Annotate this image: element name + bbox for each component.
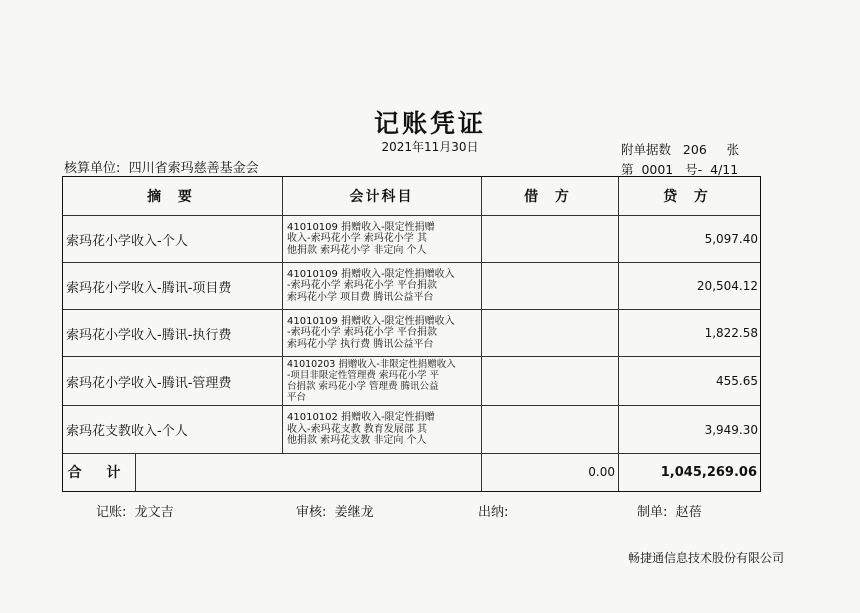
account-line: 41010102 捐赠收入-限定性捐赠 — [287, 412, 435, 424]
row-summary: 索玛花支教收入-个人 — [66, 424, 188, 439]
bookkeeper-signature: 记账: 龙文吉 — [96, 505, 174, 520]
row-credit: 5,097.40 — [704, 232, 758, 246]
voucher-table — [62, 176, 761, 492]
row-account — [285, 406, 480, 453]
account-line: 41010109 捐赠收入-限定性捐赠收入 — [287, 268, 455, 280]
account-line: 他捐款 索玛花支教 非定向 个人 — [287, 435, 427, 447]
row-summary: 索玛花小学收入-腾讯-管理费 — [66, 375, 232, 391]
account-line: 索玛花小学 执行费 腾讯公益平台 — [287, 338, 434, 350]
total-label: 合 计 — [67, 465, 131, 481]
account-line: 平台 — [287, 392, 307, 403]
column-divider — [481, 177, 482, 491]
account-line: 41010109 捐赠收入-限定性捐赠收入 — [287, 315, 455, 327]
row-credit: 455.65 — [716, 374, 758, 388]
reviewer-signature: 审核: 姜继龙 — [296, 505, 374, 520]
voucher-title: 记账凭证 — [373, 109, 486, 138]
account-line: 41010109 捐赠收入-限定性捐赠 — [287, 221, 435, 233]
account-line: 台捐款 索玛花小学 管理费 腾讯公益 — [287, 381, 439, 392]
row-summary: 索玛花小学收入-腾讯-项目费 — [66, 280, 232, 296]
col-header-credit: 贷 方 — [663, 189, 714, 205]
software-company: 畅捷通信息技术股份有限公司 — [628, 551, 785, 565]
col-header-debit: 借 方 — [524, 189, 575, 205]
row-credit: 20,504.12 — [696, 279, 758, 293]
account-line: -索玛花小学 索玛花小学 平台捐款 — [287, 327, 437, 339]
row-account — [285, 357, 480, 405]
row-summary: 索玛花小学收入-个人 — [66, 233, 188, 249]
row-account — [285, 310, 480, 356]
total-credit: 1,045,269.06 — [660, 464, 757, 480]
col-header-summary: 摘 要 — [147, 189, 198, 205]
accounting-unit: 核算单位: 四川省索玛慈善基金会 — [64, 161, 259, 176]
row-credit: 1,822.58 — [704, 326, 758, 340]
account-line: 索玛花小学 项目费 腾讯公益平台 — [287, 291, 434, 303]
column-divider — [282, 177, 283, 453]
account-line: 收入-索玛花小学 索玛花小学 其 — [287, 233, 427, 245]
column-divider — [135, 453, 136, 491]
voucher-date: 2021年11月30日 — [381, 140, 479, 154]
account-line: 他捐款 索玛花小学 非定向 个人 — [287, 244, 427, 256]
col-header-account: 会计科目 — [349, 189, 414, 205]
row-account — [285, 263, 480, 309]
voucher-number: 第 0001 号- 4/11 — [621, 162, 739, 177]
row-summary: 索玛花小学收入-腾讯-执行费 — [66, 327, 232, 343]
row-account — [285, 216, 480, 262]
total-debit: 0.00 — [588, 465, 615, 479]
preparer-signature: 制单: 赵蓓 — [637, 505, 702, 520]
row-credit: 3,949.30 — [704, 422, 758, 437]
attachment-count: 附单据数 206 张 — [621, 142, 740, 157]
account-line: -项目非限定性管理费 索玛花小学 平 — [287, 370, 439, 381]
account-line: 41010203 捐赠收入-非限定性捐赠收入 — [287, 359, 456, 370]
cashier-signature: 出纳: — [478, 505, 509, 520]
account-line: -索玛花小学 索玛花小学 平台捐款 — [287, 280, 437, 292]
account-line: 收入-索玛花支教 教育发展部 其 — [287, 423, 427, 435]
